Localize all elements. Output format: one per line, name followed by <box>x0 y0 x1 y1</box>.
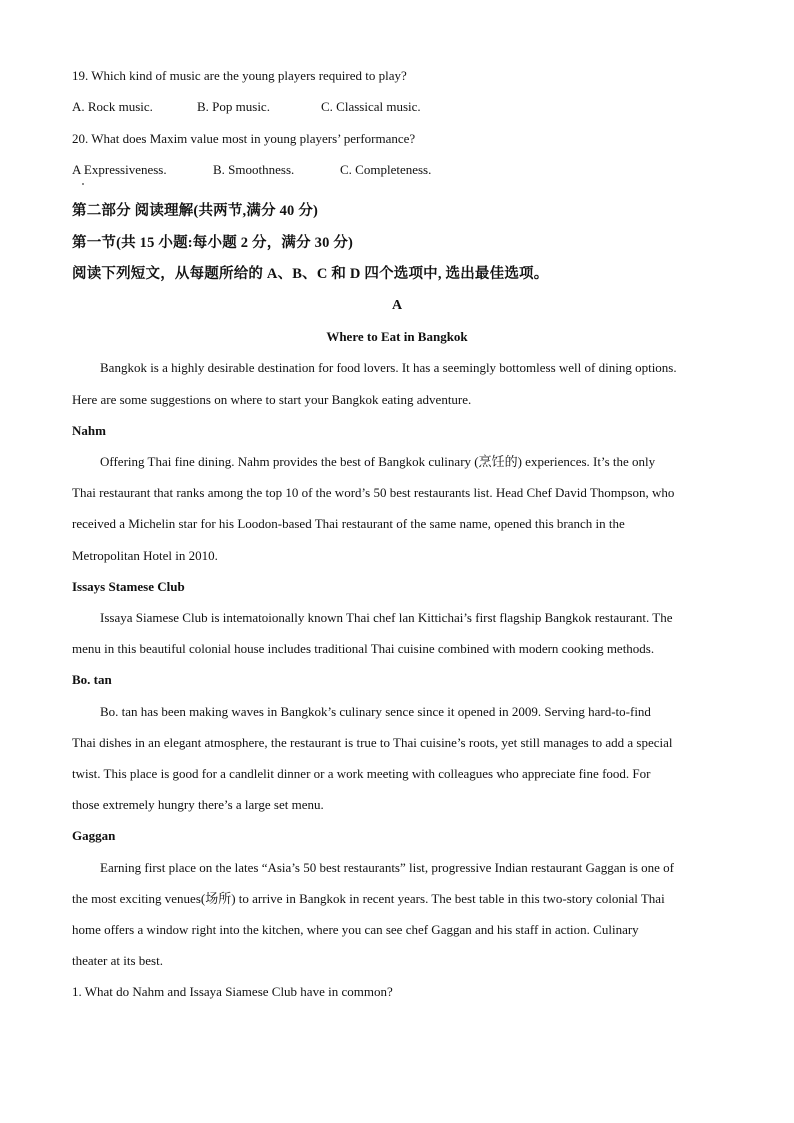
restaurant-heading-issaya: Issays Stamese Club <box>72 579 185 594</box>
gaggan-line: home offers a window right into the kitchen, where you can see chef Gaggan and his staff in action. Culinary <box>72 922 639 937</box>
restaurant-heading-botan: Bo. tan <box>72 672 112 687</box>
question-20-stem: 20. What does Maxim value most in young players’ performance? <box>72 131 416 146</box>
question-19-option-a: A. Rock music. <box>72 99 153 114</box>
question-19-option-c: C. Classical music. <box>321 99 421 114</box>
gaggan-line: the most exciting venues(场所) to arrive in Bangkok in recent years. The best table in this two-story colonial Thai <box>72 891 665 906</box>
botan-line: Thai dishes in an elegant atmosphere, the restaurant is true to Thai cuisine’s roots, yet still manages to add a special <box>72 735 673 750</box>
issaya-line: menu in this beautiful colonial house includes traditional Thai cuisine combined with modern cooking methods. <box>72 641 655 656</box>
nahm-line: received a Michelin star for his Loodon-based Thai restaurant of the same name, opened this branch in the <box>72 516 625 531</box>
nahm-line: Offering Thai fine dining. Nahm provides the best of Bangkok culinary (烹饪的) experiences. It’s the only <box>100 454 656 469</box>
gaggan-line: theater at its best. <box>72 953 163 968</box>
question-1-stem: 1. What do Nahm and Issaya Siamese Club have in common? <box>72 984 393 999</box>
stray-dot <box>82 183 84 185</box>
reading-instruction: 阅读下列短文，从每题所给的 A、B、C 和 D 四个选项中, 选出最佳选项。 <box>72 266 549 282</box>
restaurant-heading-nahm: Nahm <box>72 423 106 438</box>
nahm-line: Metropolitan Hotel in 2010. <box>72 548 218 563</box>
botan-line: twist. This place is good for a candlelit dinner or a work meeting with colleagues who appreciate fine food. For <box>72 766 651 781</box>
passage-title: Where to Eat in Bangkok <box>326 329 468 344</box>
part-title: 第二部分 阅读理解(共两节,满分 40 分) <box>72 203 319 219</box>
issaya-line: Issaya Siamese Club is intematoionally known Thai chef lan Kittichai’s first flagship Bangkok restaurant. The <box>100 610 673 625</box>
intro-line: Here are some suggestions on where to start your Bangkok eating adventure. <box>72 392 472 407</box>
question-20-option-c: C. Completeness. <box>340 162 432 177</box>
botan-line: Bo. tan has been making waves in Bangkok’s culinary sence since it opened in 2009. Serving hard-to-find <box>100 704 651 719</box>
intro-line: Bangkok is a highly desirable destination for food lovers. It has a seemingly bottomless well of dining options. <box>100 360 677 375</box>
gaggan-line: Earning first place on the lates “Asia’s 50 best restaurants” list, progressive Indian restaurant Gaggan is one of <box>100 860 674 875</box>
question-19-stem: 19. Which kind of music are the young players required to play? <box>72 68 407 83</box>
question-20-option-b: B. Smoothness. <box>213 162 295 177</box>
sub-section-title: 第一节(共 15 小题:每小题 2 分，满分 30 分) <box>72 235 354 251</box>
restaurant-heading-gaggan: Gaggan <box>72 828 116 843</box>
question-20-option-a: A Expressiveness. <box>72 162 167 177</box>
nahm-line: Thai restaurant that ranks among the top 10 of the word’s 50 best restaurants list. Head Chef David Thompson, who <box>72 485 675 500</box>
passage-letter: A <box>391 298 403 313</box>
botan-line: those extremely hungry there’s a large set menu. <box>72 797 324 812</box>
question-19-option-b: B. Pop music. <box>197 99 270 114</box>
